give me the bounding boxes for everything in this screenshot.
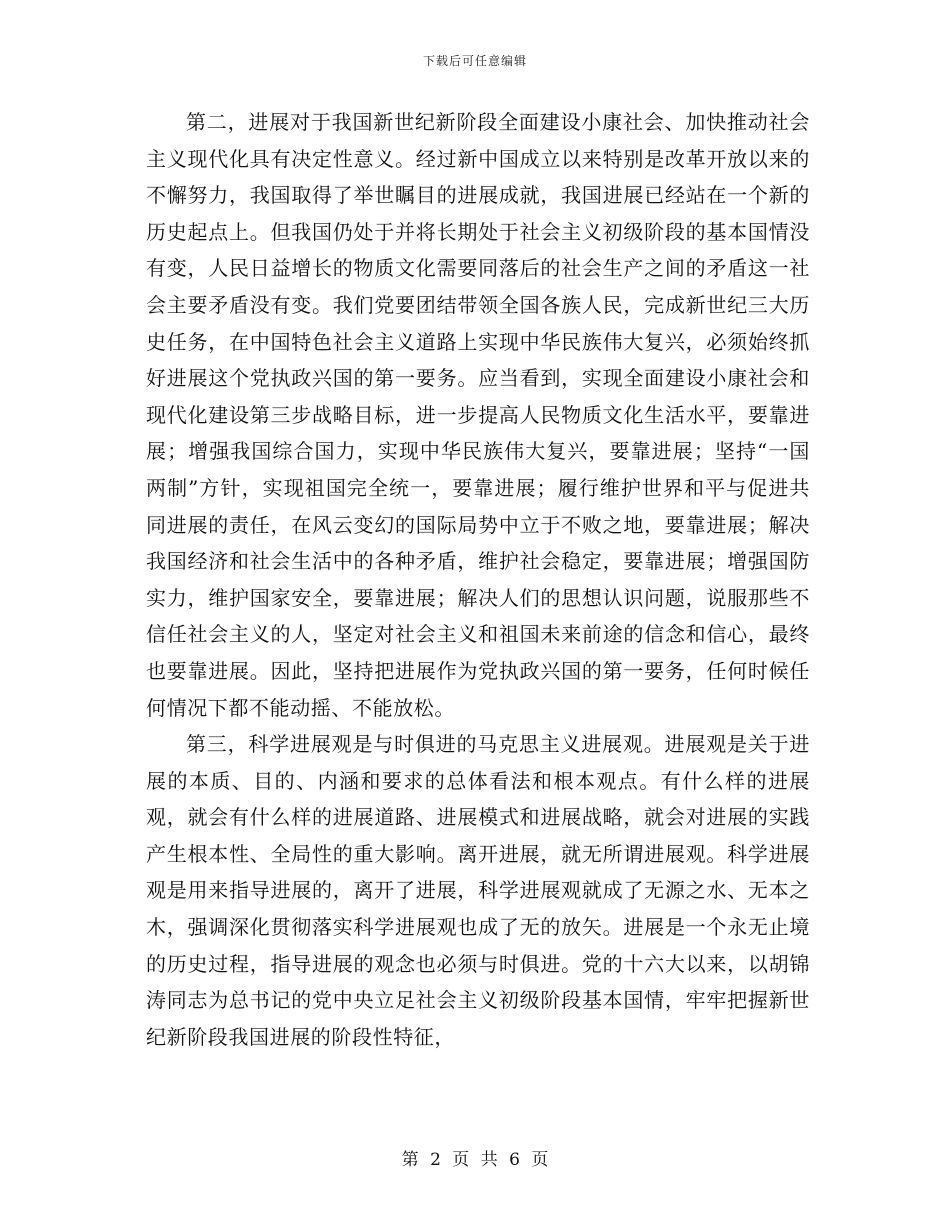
document-body <box>146 104 810 1055</box>
header-note: 下载后可任意编辑 <box>422 54 527 68</box>
paragraph-third-point: 第三，科学进展观是与时俱进的马克思主义进展观。进展观是关于进展的本质、目的、内涵和要求的总体看法和根本观点。有什么样的进展观，就会有什么样的进展道路、进展模式和进展战略，就会对进展的实践产生根本性、全局性的重大影响。离开进展，就无所谓进展观。科学进展观是用来指导进展的，离开了进展，科学进展观就成了无源之水、无本之木，强调深化贯彻落实科学进展观也成了无的放矢。进展是一个永无止境的历史过程，指导进展的观念也必须与时俱进。党的十六大以来，以胡锦涛同志为总书记的党中央立足社会主义初级阶段基本国情，牢牢把握新世纪新阶段我国进展的阶段性特征， <box>146 732 810 1049</box>
paragraph-second-point: 第二，进展对于我国新世纪新阶段全面建设小康社会、加快推动社会主义现代化具有决定性意义。经过新中国成立以来特别是改革开放以来的不懈努力，我国取得了举世瞩目的进展成就，我国进展已经站在一个新的历史起点上。但我国仍处于并将长期处于社会主义初级阶段的基本国情没有变，人民日益增长的物质文化需要同落后的社会生产之间的矛盾这一社会主要矛盾没有变。我们党要团结带领全国各族人民，完成新世纪三大历史任务，在中国特色社会主义道路上实现中华民族伟大复兴，必须始终抓好进展这个党执政兴国的第一要务。应当看到，实现全面建设小康社会和现代化建设第三步战略目标，进一步提高人民物质文化生活水平，要靠进展；增强我国综合国力，实现中华民族伟大复兴，要靠进展；坚持“一国两制”方针，实现祖国完全统一，要靠进展；履行维护世界和平与促进共同进展的责任，在风云变幻的国际局势中立于不败之地，要靠进展；解决我国经济和社会生活中的各种矛盾，维护社会稳定，要靠进展；增强国防实力，维护国家安全，要靠进展；解决人们的思想认识问题，说服那些不信任社会主义的人，坚定对社会主义和祖国未来前途的信念和信心，最终也要靠进展。因此，坚持把进展作为党执政兴国的第一要务，任何时候任何情况下都不能动摇、不能放松。 <box>146 110 810 720</box>
page-number: 第 2 页 共 6 页 <box>401 1150 549 1170</box>
